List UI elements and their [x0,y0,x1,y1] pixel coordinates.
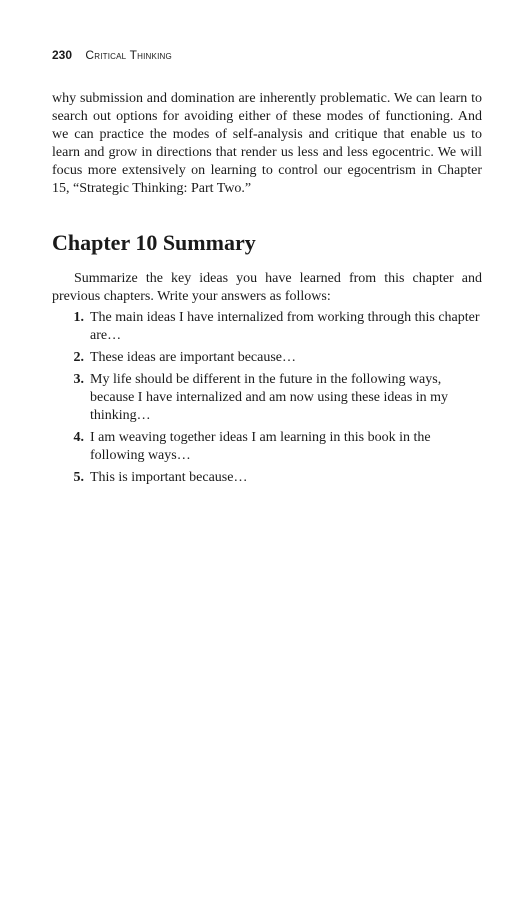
running-title: Critical Thinking [85,48,172,62]
list-item [52,371,482,425]
summary-intro: Summarize the key ideas you have learned from this chapter and previous chapters. Write your answers as follows: [52,271,482,304]
list-item-number: 2. [73,350,84,365]
list-item-number: 4. [73,430,84,445]
list-item-text: These ideas are important because… [90,350,297,365]
list-item [52,429,482,465]
list-item-text: This is important because… [90,470,248,485]
list-item [52,469,482,487]
summary-list [52,309,482,491]
list-item-number: 5. [73,470,84,485]
list-item [52,349,482,367]
list-item-text: The main ideas I have internalized from working through this chapter are… [90,310,480,343]
list-item-number: 3. [73,372,84,387]
page-number: 230 [52,48,73,62]
list-item-text: My life should be different in the future in the following ways, because I have internalized and am now using these ideas in my thinking… [90,372,449,423]
list-item-number: 1. [73,310,84,325]
chapter-summary-heading: Chapter 10 Summary [52,230,256,255]
running-header [52,48,172,62]
list-item-text: I am weaving together ideas I am learning in this book in the following ways… [90,430,431,463]
body-paragraph: why submission and domination are inherently problematic. We can learn to search out options for avoiding either of these modes of functioning. And we can practice the modes of self-analysis and critique that enable us to learn and grow in directions that render us less and less egocentric. We will focus more extensively on learning to control our egocentrism in Chapter 15, “Strategic Thinking: Part Two.” [52,91,482,196]
list-item [52,309,482,345]
